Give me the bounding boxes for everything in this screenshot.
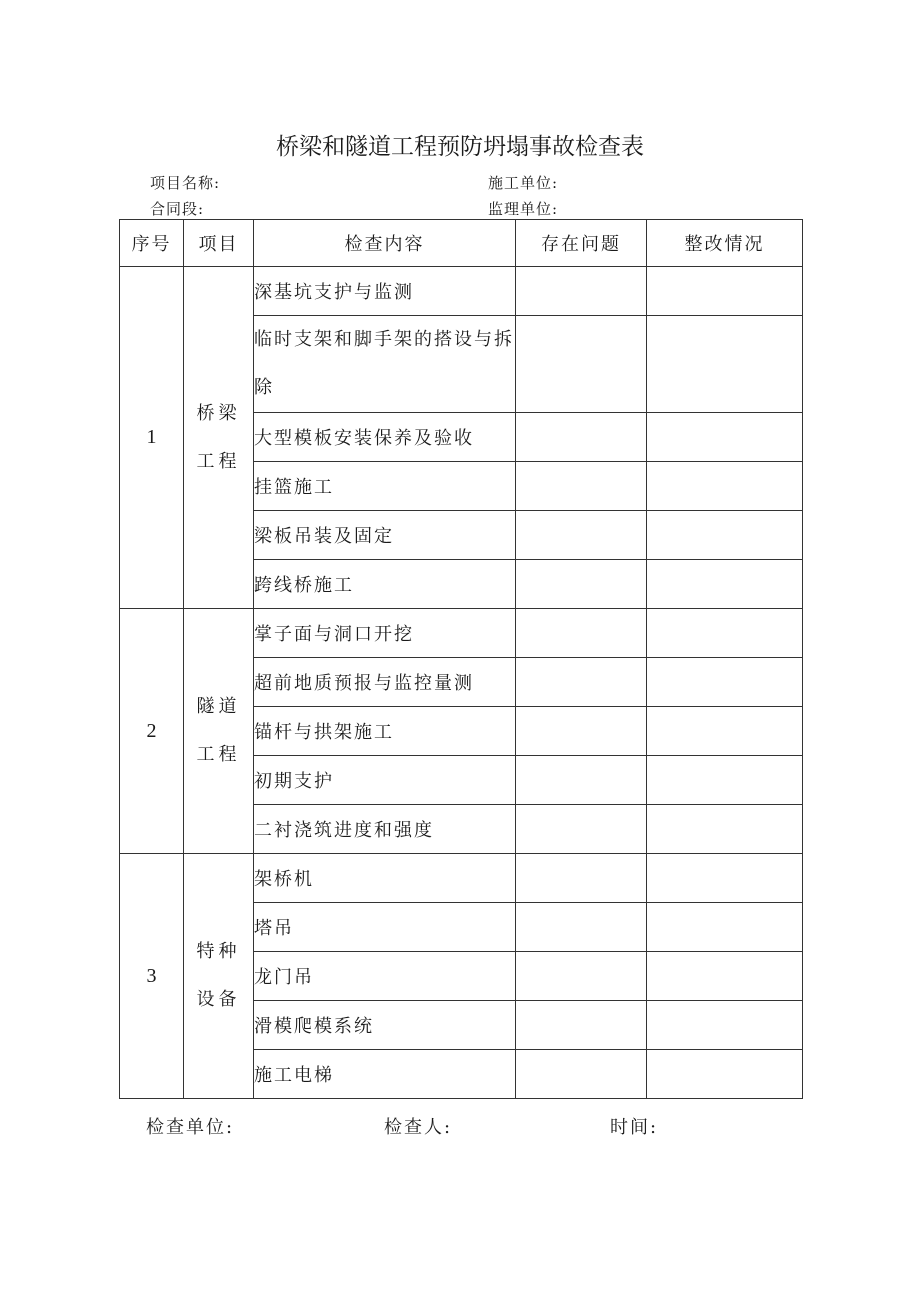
rectification-cell[interactable] xyxy=(647,805,803,854)
document-title: 桥梁和隧道工程预防坍塌事故检查表 xyxy=(276,134,644,160)
problem-cell[interactable] xyxy=(516,707,647,756)
rectification-cell[interactable] xyxy=(647,511,803,560)
table-row xyxy=(120,854,803,903)
rectification-cell[interactable] xyxy=(647,267,803,316)
supervision-unit-label: 监理单位: xyxy=(488,200,559,218)
inspection-item: 临时支架和脚手架的搭设与拆除 xyxy=(254,316,516,413)
group-number: 3 xyxy=(120,854,184,1099)
problem-cell[interactable] xyxy=(516,854,647,903)
group-number: 2 xyxy=(120,609,184,854)
problem-cell[interactable] xyxy=(516,903,647,952)
problem-cell[interactable] xyxy=(516,267,647,316)
inspection-item: 深基坑支护与监测 xyxy=(254,267,516,316)
rectification-cell[interactable] xyxy=(647,903,803,952)
problem-cell[interactable] xyxy=(516,1050,647,1099)
inspection-item: 塔吊 xyxy=(254,903,516,952)
inspection-item: 挂篮施工 xyxy=(254,462,516,511)
problem-cell[interactable] xyxy=(516,658,647,707)
problem-cell[interactable] xyxy=(516,756,647,805)
problem-cell[interactable] xyxy=(516,462,647,511)
table-row xyxy=(120,609,803,658)
problem-cell[interactable] xyxy=(516,609,647,658)
group-project xyxy=(184,854,254,1099)
group-number: 1 xyxy=(120,267,184,609)
problem-cell[interactable] xyxy=(516,511,647,560)
construction-unit-label: 施工单位: xyxy=(488,174,559,192)
inspection-unit-label: 检查单位: xyxy=(146,1117,235,1138)
inspection-item: 架桥机 xyxy=(254,854,516,903)
group-project-line2: 工程 xyxy=(196,744,241,765)
inspection-item: 龙门吊 xyxy=(254,952,516,1001)
table-row xyxy=(120,267,803,316)
problem-cell[interactable] xyxy=(516,805,647,854)
problem-cell[interactable] xyxy=(516,560,647,609)
problem-cell[interactable] xyxy=(516,413,647,462)
problem-cell[interactable] xyxy=(516,1001,647,1050)
table-header-row xyxy=(120,220,803,267)
rectification-cell[interactable] xyxy=(647,658,803,707)
rectification-cell[interactable] xyxy=(647,854,803,903)
inspector-label: 检查人: xyxy=(384,1117,453,1138)
problem-cell[interactable] xyxy=(516,952,647,1001)
problem-cell[interactable] xyxy=(516,316,647,413)
rectification-cell[interactable] xyxy=(647,756,803,805)
rectification-cell[interactable] xyxy=(647,462,803,511)
inspection-item: 滑模爬模系统 xyxy=(254,1001,516,1050)
group-project xyxy=(184,267,254,609)
header-existing-problems: 存在问题 xyxy=(516,220,647,267)
inspection-item: 施工电梯 xyxy=(254,1050,516,1099)
contract-section-label: 合同段: xyxy=(150,200,205,218)
inspection-item: 梁板吊装及固定 xyxy=(254,511,516,560)
group-project-line1: 桥梁 xyxy=(196,402,241,424)
rectification-cell[interactable] xyxy=(647,952,803,1001)
inspection-item: 超前地质预报与监控量测 xyxy=(254,658,516,707)
inspection-item: 掌子面与洞口开挖 xyxy=(254,609,516,658)
time-label: 时间: xyxy=(610,1117,659,1138)
inspection-item: 初期支护 xyxy=(254,756,516,805)
rectification-cell[interactable] xyxy=(647,316,803,413)
inspection-item: 锚杆与拱架施工 xyxy=(254,707,516,756)
rectification-cell[interactable] xyxy=(647,1050,803,1099)
project-name-label: 项目名称: xyxy=(150,174,221,192)
rectification-cell[interactable] xyxy=(647,707,803,756)
inspection-item: 二衬浇筑进度和强度 xyxy=(254,805,516,854)
rectification-cell[interactable] xyxy=(647,609,803,658)
group-project-line2: 设备 xyxy=(196,989,241,1010)
header-inspection-content: 检查内容 xyxy=(254,220,516,267)
header-project: 项目 xyxy=(184,220,254,267)
group-project-line2: 工程 xyxy=(196,450,241,472)
inspection-table xyxy=(119,219,803,1099)
inspection-item: 跨线桥施工 xyxy=(254,560,516,609)
header-serial-number: 序号 xyxy=(120,220,184,267)
group-project-line1: 特种 xyxy=(196,941,241,962)
group-project xyxy=(184,609,254,854)
group-project-line1: 隧道 xyxy=(196,696,241,717)
header-rectification-status: 整改情况 xyxy=(647,220,803,267)
rectification-cell[interactable] xyxy=(647,560,803,609)
rectification-cell[interactable] xyxy=(647,413,803,462)
rectification-cell[interactable] xyxy=(647,1001,803,1050)
inspection-item: 大型模板安装保养及验收 xyxy=(254,413,516,462)
